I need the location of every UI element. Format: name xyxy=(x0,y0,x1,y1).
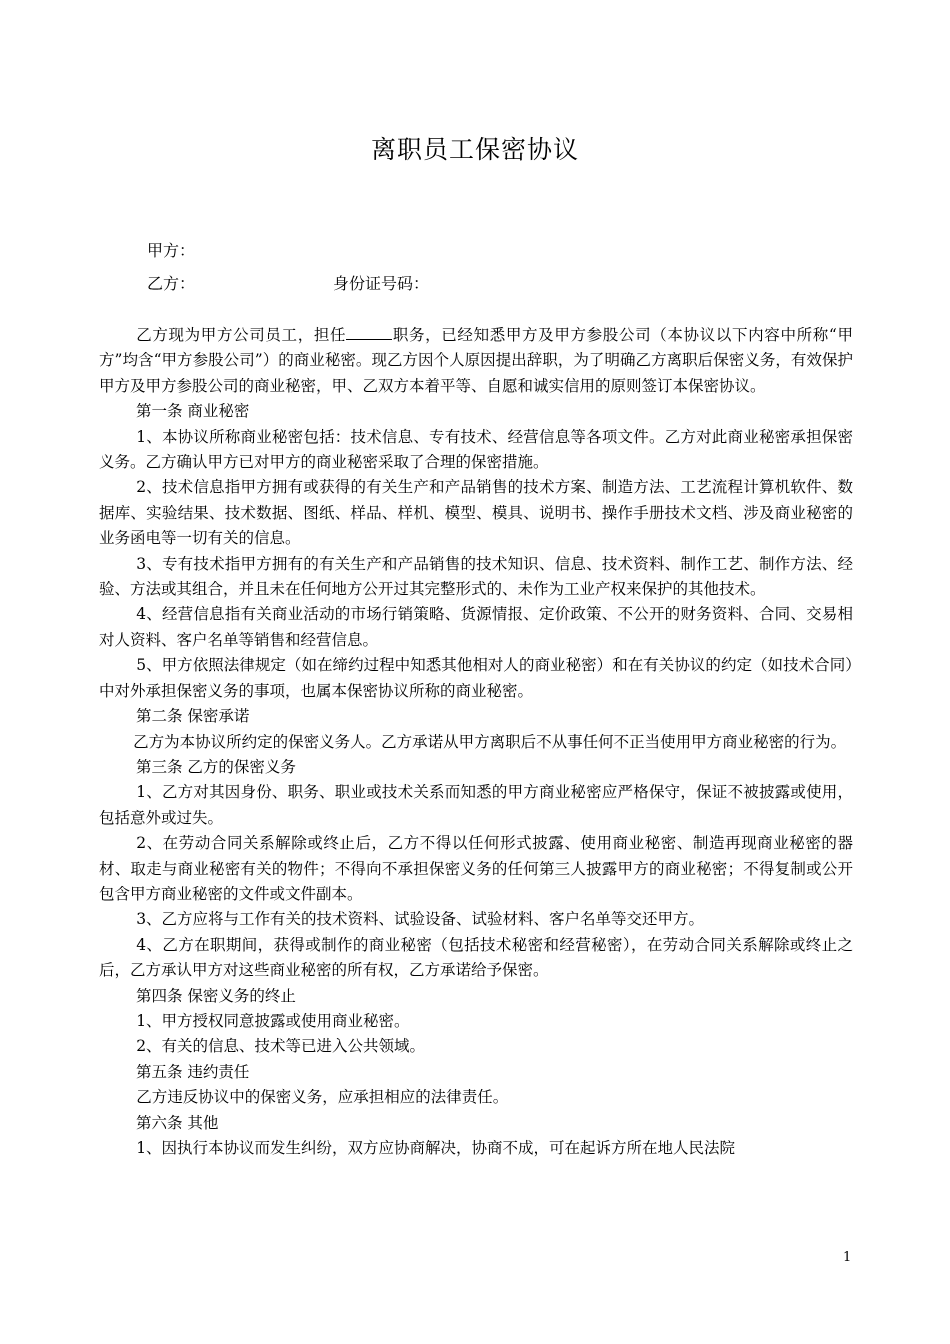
article-6-paragraph: 1、因执行本协议而发生纠纷，双方应协商解决，协商不成，可在起诉方所在地人民法院 xyxy=(136,1139,736,1157)
article-6-heading: 第六条 其他 xyxy=(136,1113,219,1132)
article-1-paragraph: 3、专有技术指甲方拥有的有关生产和产品销售的技术知识、信息、技术资料、制作工艺、制作方法、经验、方法或其组合，并且未在任何地方公开过其完整形式的、未作为工业产权来保护的其他技术。 xyxy=(99,554,853,599)
article-4-paragraph: 2、有关的信息、技术等已进入公共领域。 xyxy=(136,1037,426,1056)
article-5-paragraph: 乙方违反协议中的保密义务，应承担相应的法律责任。 xyxy=(136,1088,509,1107)
page-number: 1 xyxy=(843,1250,852,1265)
article-3-paragraph: 4、乙方在职期间，获得或制作的商业秘密（包括技术秘密和经营秘密），在劳动合同关系解除或终止之后，乙方承认甲方对这些商业秘密的所有权，乙方承诺给予保密。 xyxy=(99,935,853,980)
position-blank xyxy=(346,324,392,340)
intro-paragraph xyxy=(99,323,853,399)
party-a-label: 甲方： xyxy=(147,241,196,260)
article-1-paragraph: 1、本协议所称商业秘密包括：技术信息、专有技术、经营信息等各项文件。乙方对此商业秘密承担保密义务。乙方确认甲方已对甲方的商业秘密采取了合理的保密措施。 xyxy=(99,427,853,472)
article-1-paragraph: 2、技术信息指甲方拥有或获得的有关生产和产品销售的技术方案、制造方法、工艺流程计算机软件、数据库、实验结果、技术数据、图纸、样品、样机、模型、模具、说明书、操作手册技术文档、涉及商业秘密的业务函电等一切有关的信息。 xyxy=(99,478,853,548)
intro-after-blank: 职务，已经知悉甲方及甲方参股公司（本协议以下内容中所称“甲方”均含“甲方参股公司”）的商业秘密。现乙方因个人原因提出辞职，为了明确乙方离职后保密义务，有效保护甲方及甲方参股公司的商业秘密，甲、乙双方本着平等、自愿和诚实信用的原则签订本保密协议。 xyxy=(99,326,853,395)
article-4-heading: 第四条 保密义务的终止 xyxy=(136,986,296,1005)
article-4-paragraph: 1、甲方授权同意披露或使用商业秘密。 xyxy=(136,1011,410,1030)
article-5-heading: 第五条 违约责任 xyxy=(136,1062,250,1081)
article-2-paragraph: 乙方为本协议所约定的保密义务人。乙方承诺从甲方离职后不从事任何不正当使用甲方商业秘密的行为。 xyxy=(133,732,847,751)
article-3-paragraph: 2、在劳动合同关系解除或终止后，乙方不得以任何形式披露、使用商业秘密、制造再现商业秘密的器材、取走与商业秘密有关的物件；不得向不承担保密义务的任何第三人披露甲方的商业秘密；不得复制或公开包含甲方商业秘密的文件或文件副本。 xyxy=(99,834,853,903)
document-title: 离职员工保密协议 xyxy=(370,135,579,164)
intro-before-blank: 乙方现为甲方公司员工，担任 xyxy=(136,326,347,344)
article-2-heading: 第二条 保密承诺 xyxy=(136,707,250,726)
article-1-heading: 第一条 商业秘密 xyxy=(136,402,250,421)
article-3-heading: 第三条 乙方的保密义务 xyxy=(136,757,296,776)
article-3-paragraph: 1、乙方对其因身份、职务、职业或技术关系而知悉的甲方商业秘密应严格保守，保证不被披露或使用，包括意外或过失。 xyxy=(99,783,853,827)
agreement-body xyxy=(99,323,853,1161)
party-b-label: 乙方： xyxy=(147,274,196,293)
id-number-label: 身份证号码： xyxy=(333,274,430,293)
article-1-paragraph: 5、甲方依照法律规定（如在缔约过程中知悉其他相对人的商业秘密）和在有关协议的约定（如技术合同）中对外承担保密义务的事项，也属本保密协议所称的商业秘密。 xyxy=(99,656,853,700)
article-3-paragraph: 3、乙方应将与工作有关的技术资料、试验设备、试验材料、客户名单等交还甲方。 xyxy=(136,910,705,929)
article-1-paragraph: 4、经营信息指有关商业活动的市场行销策略、货源情报、定价政策、不公开的财务资料、合同、交易相对人资料、客户名单等销售和经营信息。 xyxy=(99,605,853,649)
